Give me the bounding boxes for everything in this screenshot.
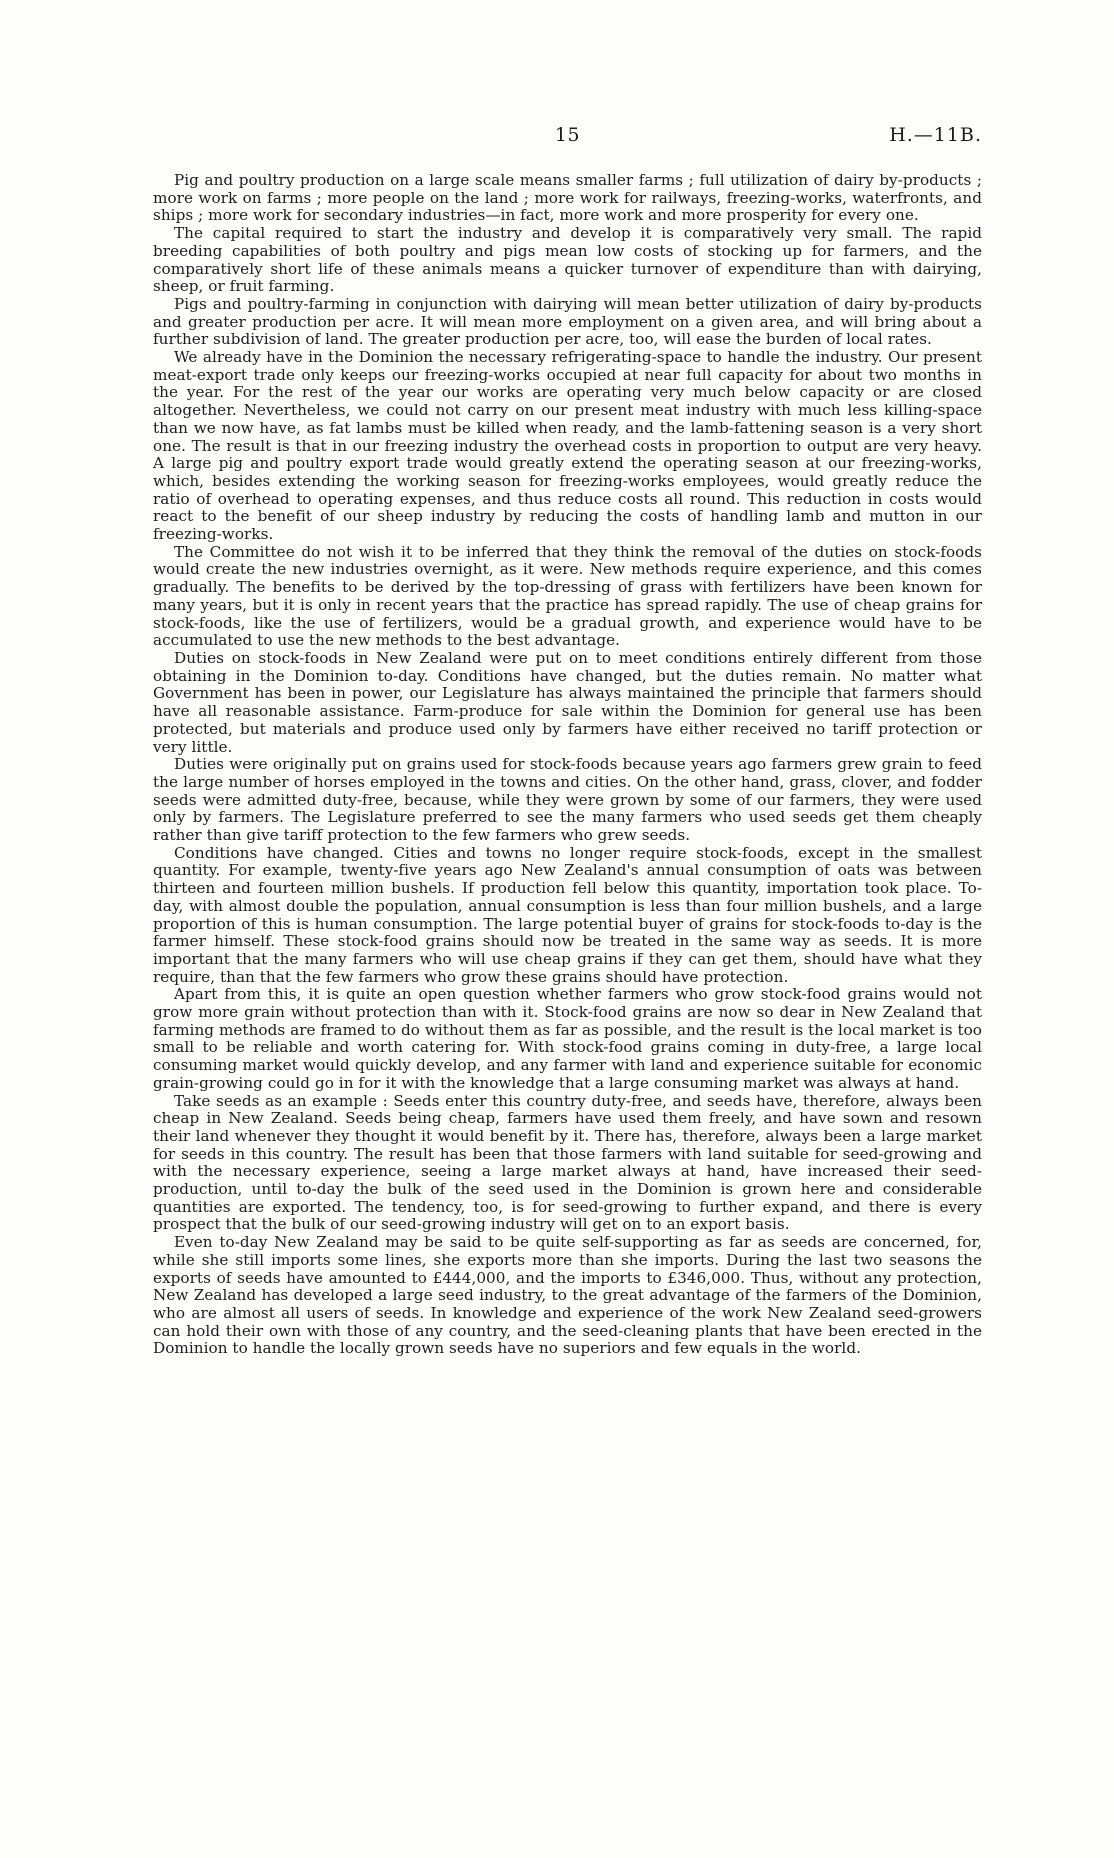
paragraph-duties-origin: Duties on stock-foods in New Zealand were put on to meet conditions entirely different from those obtaining in the Dominion to-day. Conditions have changed, but the duties remain. No matter what Government has been in power, our Legislature has always maintained the principle that farmers should have all reasonable assistance. Farm-produce for sale within the Dominion for general use has been protected, but materials and produce used only by farmers have either received no tariff protection or very little.: [153, 648, 982, 756]
body-text: [153, 172, 982, 1358]
paragraph-capital-required: The capital required to start the industry and develop it is comparatively very small. The rapid breeding capabilities of both poultry and pigs mean low costs of stocking up for farmers, and the comparatively short life of these animals means a quicker turnover of expenditure than with dairying, sheep, or fruit farming.: [153, 224, 982, 296]
page-header: [153, 124, 982, 154]
paragraph-dairy-by-products: Pigs and poultry-farming in conjunction with dairying will mean better utilization of dairy by-products and greater production per acre. It will mean more employment on a given area, and will bring about a further subdivision of land. The greater production per acre, too, will ease the burden of local rates.: [153, 294, 982, 349]
paragraph-open-question: Apart from this, it is quite an open question whether farmers who grow stock-food grains would not grow more grain without protection than with it. Stock-food grains are now so dear in New Zealand that farming methods are framed to do without them as far as possible, and the result is the local market is too small to be reliable and worth catering for. With stock-food grains coming in duty-free, a large local consuming market would quickly develop, and any farmer with land and experience suitable for economic grain-growing could go in for it with the knowledge that a large consuming market was always at hand.: [153, 985, 982, 1092]
paragraph-seeds-example: Take seeds as an example : Seeds enter this country duty-free, and seeds have, therefore, always been cheap in New Zealand. Seeds being cheap, farmers have used them freely, and have sown and resown their land whenever they thought it would benefit by it. There has, therefore, always been a large market for seeds in this country. The result has been that those farmers with land suitable for seed-growing and with the necessary experience, seeing a large market always at hand, have increased their seed-production, until to-day the bulk of the seed used in the Dominion is grown here and considerable quantities are exported. The tendency, too, is for seed-growing to further expand, and there is every prospect that the bulk of our seed-growing industry will get on to an export basis.: [153, 1091, 982, 1234]
page-number: 15: [554, 124, 581, 146]
paragraph-conditions-changed: Conditions have changed. Cities and towns no longer require stock-foods, except in the smallest quantity. For example, twenty-five years ago New Zealand's annual consumption of oats was between thirteen and fourteen million bushels. If production fell below this quantity, importation took place. To-day, with almost double the population, annual consumption is less than four million bushels, and a large proportion of this is human consumption. The large potential buyer of grains for stock-foods to-day is the farmer himself. These stock-food grains should now be treated in the same way as seeds. It is more important that the many farmers who will use cheap grains if they can get them, should have what they require, than that the few farmers who grow these grains should have protection.: [153, 843, 982, 986]
paragraph-grain-duties: Duties were originally put on grains used for stock-foods because years ago farmers grew grain to feed the large number of horses employed in the towns and cities. On the other hand, grass, clover, and fodder seeds were admitted duty-free, because, while they were grown by some of our farmers, they were used only by farmers. The Legislature preferred to see the many farmers who used seeds get them cheaply rather than give tariff protection to the few farmers who grew seeds.: [153, 755, 982, 845]
paragraph-self-supporting: Even to-day New Zealand may be said to be quite self-supporting as far as seeds are concerned, for, while she still imports some lines, she exports more than she imports. During the last two seasons the exports of seeds have amounted to £444,000, and the imports to £346,000. Thus, without any protection, New Zealand has developed a large seed industry, to the great advantage of the farmers of the Dominion, who are almost all users of seeds. In knowledge and experience of the work New Zealand seed-growers can hold their own with those of any country, and the seed-cleaning plants that have been erected in the Dominion to handle the locally grown seeds have no superiors and few equals in the world.: [153, 1233, 982, 1358]
paragraph-committee-view: The Committee do not wish it to be inferred that they think the removal of the duties on stock-foods would create the new industries overnight, as it were. New methods require experience, and this comes gradually. The benefits to be derived by the top-dressing of grass with fertilizers have been known for many years, but it is only in recent years that the practice has spread rapidly. The use of cheap grains for stock-foods, like the use of fertilizers, would be a gradual growth, and experience would have to be accumulated to use the new methods to the best advantage.: [153, 542, 982, 650]
document-reference: H.—11B.: [889, 124, 982, 146]
paragraph-pig-poultry-farms: Pig and poultry production on a large scale means smaller farms ; full utilization of dairy by-products ; more work on farms ; more people on the land ; more work for railways, freezing-works, waterfronts, and ships ; more work for secondary industries—in fact, more work and more prosperity for every one.: [153, 171, 982, 225]
paragraph-refrigerating-space: We already have in the Dominion the necessary refrigerating-space to handle the industry. Our present meat-export trade only keeps our freezing-works occupied at near full capacity for about two months in the year. For the rest of the year our works are operating very much below capacity or are closed altogether. Nevertheless, we could not carry on our present meat industry with much less killing-space than we now have, as fat lambs must be killed when ready, and the lamb-fattening season is a very short one. The result is that in our freezing industry the overhead costs in proportion to output are very heavy. A large pig and poultry export trade would greatly extend the operating season at our freezing-works, which, besides extending the working season for freezing-works employees, would greatly reduce the ratio of overhead to operating expenses, and thus reduce costs all round. This reduction in costs would react to the benefit of our sheep industry by reducing the costs of handling lamb and mutton in our freezing-works.: [153, 348, 982, 544]
